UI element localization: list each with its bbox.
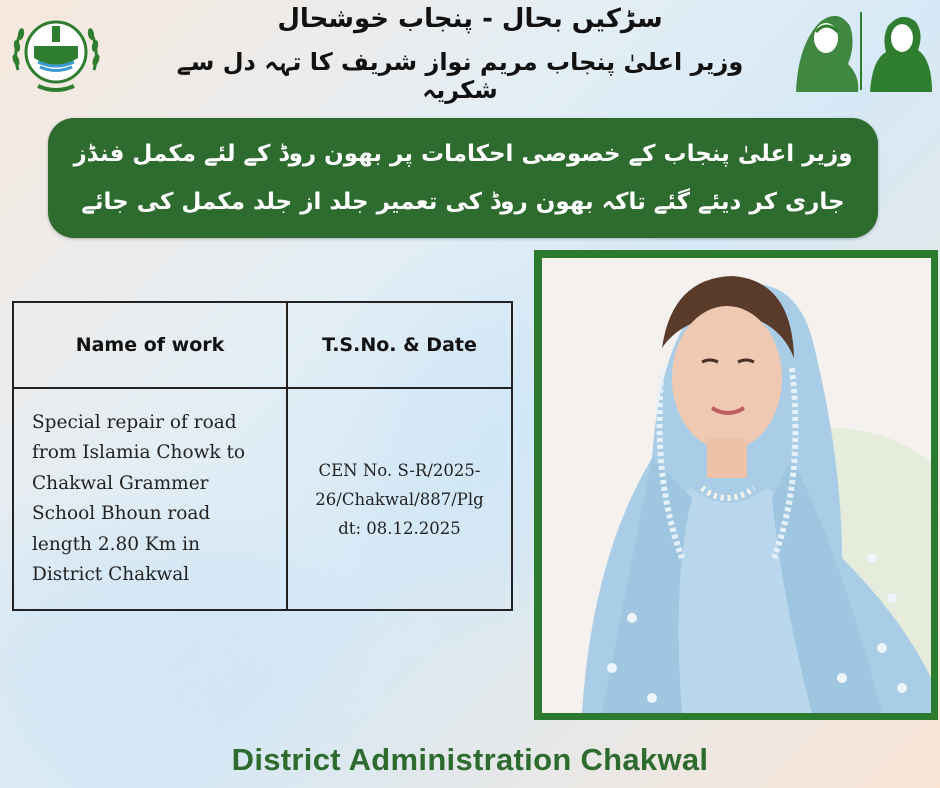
work-line: from Islamia Chowk to <box>32 442 246 463</box>
urdu-headline: سڑکیں بحال - پنجاب خوشحال <box>277 4 663 34</box>
ts-no-date-cell <box>287 388 512 610</box>
chief-minister-portrait <box>542 258 931 713</box>
announcement-banner <box>48 118 878 238</box>
punjab-government-logo <box>8 10 104 96</box>
table-row <box>13 388 512 610</box>
work-line: District Chakwal <box>32 564 190 585</box>
table-header-row <box>13 302 512 388</box>
banner-line-2: جاری کر دیئے گئے تاکہ بھون روڈ کی تعمیر جلد از جلد مکمل کی جائے <box>81 189 845 215</box>
leaders-portrait-sketch <box>786 4 936 96</box>
ts-line: dt: 08.12.2025 <box>338 518 461 538</box>
footer-credit: District Administration Chakwal <box>231 742 709 777</box>
portrait-illustration <box>542 258 931 713</box>
column-header-name-of-work: Name of work <box>13 302 287 388</box>
column-header-ts-no-date: T.S.No. & Date <box>287 302 512 388</box>
ts-line: 26/Chakwal/887/Plg <box>315 489 484 509</box>
work-line: length 2.80 Km in <box>32 533 200 555</box>
work-line: School Bhoun road <box>32 503 211 524</box>
work-details-table <box>12 301 513 611</box>
work-line: Chakwal Grammer <box>32 472 209 494</box>
work-line: Special repair of road <box>32 411 237 433</box>
banner-line-1: وزیر اعلیٰ پنجاب کے خصوصی احکامات پر بھون روڈ کے لئے مکمل فنڈز <box>73 141 853 167</box>
ts-line: CEN No. S-R/2025- <box>318 460 481 480</box>
name-of-work-cell <box>13 388 287 610</box>
urdu-thanks-line: وزیر اعلیٰ پنجاب مریم نواز شریف کا تہہ دل سے شکریہ <box>176 48 744 104</box>
